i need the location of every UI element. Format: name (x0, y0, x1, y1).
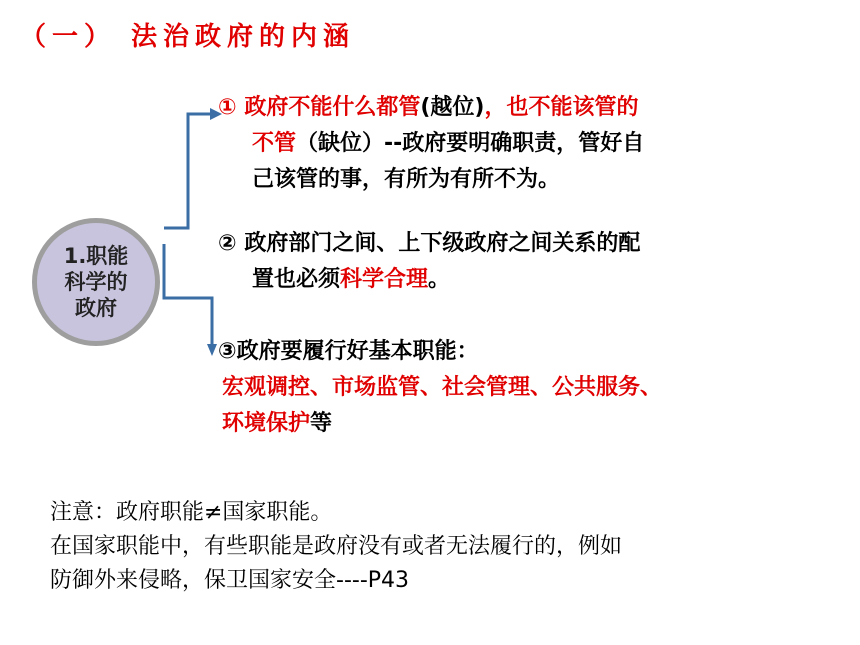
function-circle (32, 218, 160, 346)
item1-red-3: 不管 (252, 131, 297, 156)
note-line-3: 防御外来侵略，保卫国家安全----P43 (50, 568, 410, 593)
item2-red-1: 科学合理 (340, 267, 429, 292)
item1-text-3: 己该管的事，有所为有所不为。 (252, 167, 561, 192)
item1-number: ① (218, 95, 237, 120)
item3-red-2: 环境保护 (222, 411, 311, 436)
item1-text-1: (越位) (420, 95, 485, 120)
item1-block (218, 90, 818, 198)
item1-red-1: 政府不能什么都管 (244, 95, 421, 120)
item3-text-1: 政府要履行好基本职能： (236, 339, 479, 364)
circle-label: 1.职能 科学的 政府 (63, 244, 129, 320)
item2-text-2: 置也必须 (252, 267, 341, 292)
item3-block (218, 334, 838, 442)
item1-red-2: ，也不能该管的 (484, 95, 639, 120)
item3-text-2: 等 (310, 411, 333, 436)
section-title: （一） 法治政府的内涵 (20, 22, 356, 52)
arrow-down-icon (207, 344, 217, 356)
item2-text-1: 政府部门之间、上下级政府之间关系的配 (244, 231, 641, 256)
item2-block (218, 226, 818, 298)
connector-to-item3 (164, 244, 212, 346)
item2-number: ② (218, 231, 237, 256)
item3-number: ③ (218, 339, 237, 364)
item1-text-2: （缺位）--政府要明确职责，管好自 (296, 131, 645, 156)
item3-red-1: 宏观调控、市场监管、社会管理、公共服务、 (222, 375, 663, 400)
note-block (50, 496, 840, 598)
note-line-1: 注意：政府职能≠国家职能。 (50, 500, 333, 525)
note-line-2: 在国家职能中，有些职能是政府没有或者无法履行的，例如 (50, 534, 623, 559)
item2-text-3: 。 (428, 267, 451, 292)
connector-to-item1 (164, 114, 210, 228)
